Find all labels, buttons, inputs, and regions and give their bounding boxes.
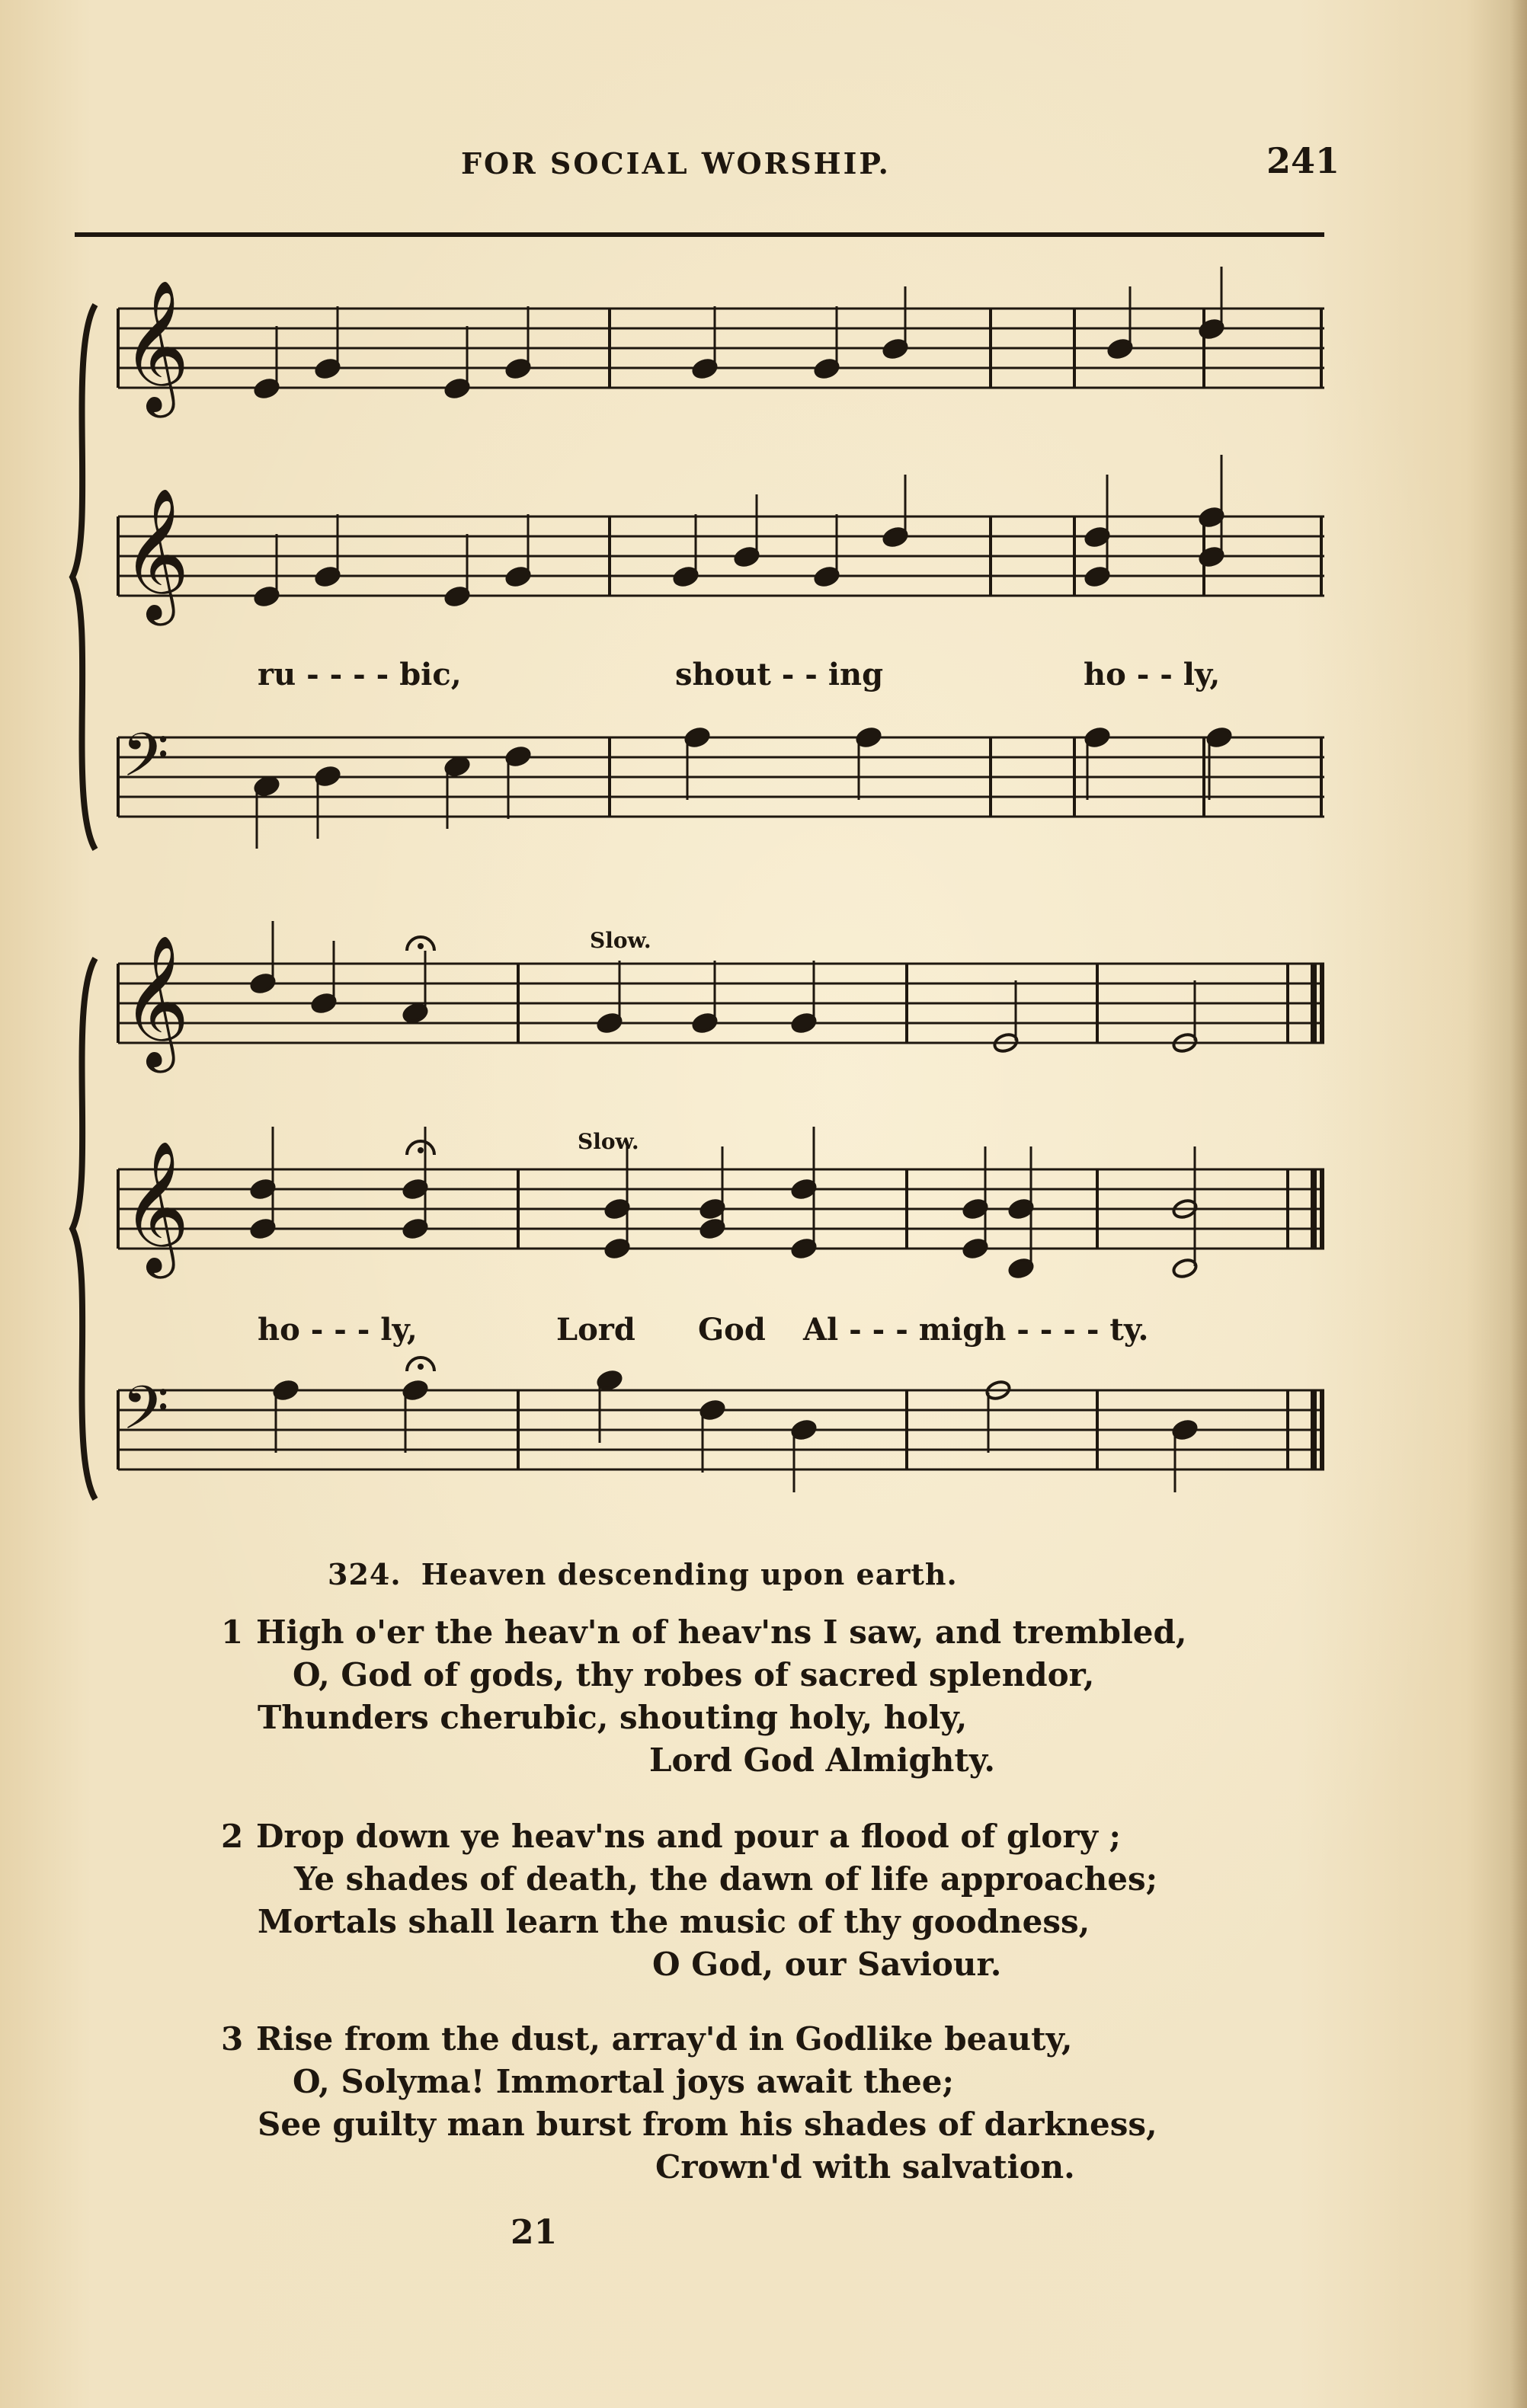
final-double-bar [1320, 964, 1324, 1043]
verse-2-line-4: O God, our Saviour. [652, 1946, 1002, 1983]
verse-3-line-4: Crown'd with salvation. [655, 2148, 1075, 2186]
tempo-marking-slow-inner: Slow. [578, 1129, 639, 1154]
final-double-bar [1320, 1390, 1324, 1469]
tempo-marking-slow: Slow. [590, 928, 651, 953]
lyric-holy: ho - - ly, [1084, 657, 1221, 692]
fermata-dot [418, 1147, 424, 1153]
lyric-lord: Lord [556, 1312, 635, 1348]
treble-clef: 𝄞 [122, 280, 190, 412]
verse-number: 2 [221, 1818, 244, 1855]
final-double-bar [1312, 1390, 1317, 1469]
signature-mark: 21 [511, 2213, 558, 2252]
treble-clef: 𝄞 [122, 935, 190, 1067]
running-head: FOR SOCIAL WORSHIP. [461, 146, 891, 181]
verse-3-line-3: See guilty man burst from his shades of darkness, [258, 2106, 1157, 2143]
bass-clef: 𝄢 [122, 720, 169, 805]
lyric-shouting: shout - - ing [675, 657, 884, 692]
system-brace-2 [72, 958, 95, 1499]
final-double-bar [1312, 1169, 1317, 1249]
verse-number: 3 [221, 2020, 244, 2058]
verse-1-line-3: Thunders cherubic, shouting holy, holy, [258, 1699, 968, 1736]
verse-2-line-3: Mortals shall learn the music of thy goodness, [258, 1903, 1090, 1940]
verse-3-line-2: O, Solyma! Immortal joys await thee; [293, 2063, 954, 2100]
fermata-dot [418, 943, 424, 949]
final-double-bar [1320, 1169, 1324, 1249]
lyric-almighty: Al - - - migh - - - - ty. [803, 1312, 1149, 1348]
hymn-heading [328, 1557, 958, 1591]
lyric-holy-2: ho - - - ly, [258, 1312, 418, 1348]
bass-clef: 𝄢 [122, 1373, 169, 1458]
verse-3-line-1: 3 Rise from the dust, array'd in Godlike beauty, [221, 2020, 1073, 2058]
system-brace-1 [72, 305, 95, 849]
verse-1-line-2: O, God of gods, thy robes of sacred splendor, [293, 1656, 1095, 1693]
verse-number: 1 [221, 1613, 244, 1651]
verse-2-line-2: Ye shades of death, the dawn of life approaches; [294, 1860, 1158, 1898]
verse-2-line-1: 2 Drop down ye heav'ns and pour a flood of glory ; [221, 1818, 1122, 1855]
treble-clef: 𝄞 [122, 488, 190, 620]
page-number: 241 [1266, 140, 1340, 181]
final-double-bar [1312, 964, 1317, 1043]
verse-1-line-1: 1 High o'er the heav'n of heav'ns I saw, and trembled, [221, 1613, 1187, 1651]
treble-clef: 𝄞 [122, 1140, 190, 1273]
lyric-god: God [698, 1312, 766, 1348]
lyric-rubic: ru - - - - bic, [258, 657, 462, 692]
fermata-dot [418, 1364, 424, 1370]
verse-1-line-4: Lord God Almighty. [649, 1741, 995, 1779]
hymn-title: Heaven descending upon earth. [421, 1557, 958, 1591]
hymn-number: 324. [328, 1557, 402, 1591]
